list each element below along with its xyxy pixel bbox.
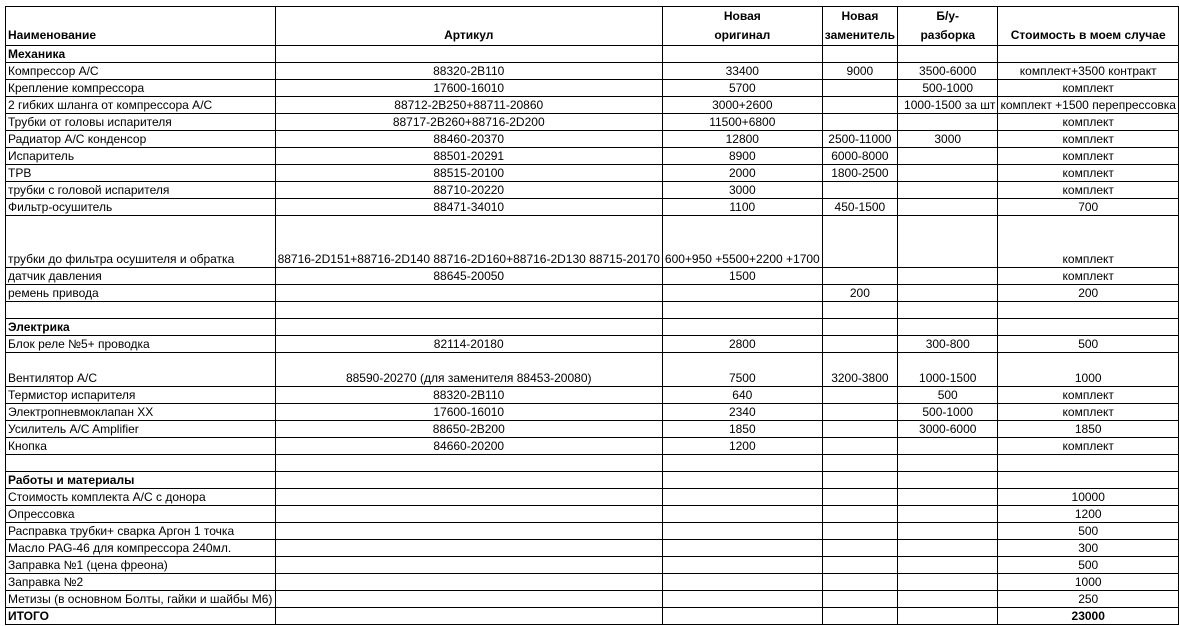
- cell-cost[interactable]: 1000: [998, 574, 1179, 591]
- table-row: [6, 404, 1179, 421]
- cell-article[interactable]: 88471-34010: [275, 199, 662, 216]
- cell-new-original[interactable]: [662, 46, 822, 63]
- cell-used[interactable]: [898, 472, 998, 489]
- header-new-replacement[interactable]: Новая заменитель: [822, 7, 897, 46]
- cell-new-original[interactable]: [662, 285, 822, 302]
- section-row: [6, 472, 1179, 489]
- spreadsheet: [5, 6, 1179, 625]
- cell-name[interactable]: Опрессовка: [6, 506, 276, 523]
- cell-new-original[interactable]: 7500: [662, 353, 822, 387]
- table-row: [6, 489, 1179, 506]
- cell-new-original[interactable]: 600+950 +5500+2200 +1700: [662, 216, 822, 268]
- cell-new-original[interactable]: 33400: [662, 63, 822, 80]
- cell-new-replacement[interactable]: [822, 489, 897, 506]
- cell-new-replacement[interactable]: [822, 97, 897, 114]
- cell-new-replacement[interactable]: 6000-8000: [822, 148, 897, 165]
- cell-cost[interactable]: 1850: [998, 421, 1179, 438]
- cell-article[interactable]: [275, 523, 662, 540]
- table-row: [6, 199, 1179, 216]
- cell-article[interactable]: [275, 455, 662, 472]
- cell-new-replacement[interactable]: [822, 80, 897, 97]
- cell-cost[interactable]: комплект: [998, 438, 1179, 455]
- cell-cost[interactable]: комплект: [998, 182, 1179, 199]
- cell-name[interactable]: Термистор испарителя: [6, 387, 276, 404]
- table-row: [6, 438, 1179, 455]
- cell-name[interactable]: ремень привода: [6, 285, 276, 302]
- cell-new-replacement[interactable]: 1800-2500: [822, 165, 897, 182]
- cell-article[interactable]: 17600-16010: [275, 404, 662, 421]
- table-row: [6, 506, 1179, 523]
- cell-new-replacement[interactable]: [822, 302, 897, 319]
- cell-used[interactable]: [898, 506, 998, 523]
- cell-new-replacement[interactable]: [822, 506, 897, 523]
- cell-article[interactable]: [275, 302, 662, 319]
- cell-name[interactable]: Работы и материалы: [6, 472, 276, 489]
- cell-used[interactable]: [898, 46, 998, 63]
- table-row: [6, 557, 1179, 574]
- cell-name[interactable]: ТРВ: [6, 165, 276, 182]
- cell-cost[interactable]: [998, 319, 1179, 336]
- cell-new-original[interactable]: 1500: [662, 268, 822, 285]
- cell-new-original[interactable]: 12800: [662, 131, 822, 148]
- cell-cost[interactable]: комплект: [998, 404, 1179, 421]
- cell-cost[interactable]: 500: [998, 557, 1179, 574]
- cell-cost[interactable]: комплект: [998, 80, 1179, 97]
- cell-new-original[interactable]: [662, 574, 822, 591]
- cell-used[interactable]: [898, 114, 998, 131]
- cell-new-original[interactable]: 2340: [662, 404, 822, 421]
- cell-new-replacement[interactable]: [822, 319, 897, 336]
- cell-cost[interactable]: комплект: [998, 131, 1179, 148]
- cell-article[interactable]: [275, 285, 662, 302]
- cell-cost[interactable]: 1200: [998, 506, 1179, 523]
- total-row: [6, 608, 1179, 625]
- cell-used[interactable]: 500-1000: [898, 404, 998, 421]
- cell-used[interactable]: [898, 455, 998, 472]
- cell-new-original[interactable]: 1200: [662, 438, 822, 455]
- cell-article[interactable]: 88710-20220: [275, 182, 662, 199]
- header-name[interactable]: Наименование: [6, 7, 276, 46]
- table-row: [6, 574, 1179, 591]
- cell-article[interactable]: 88650-2B200: [275, 421, 662, 438]
- table-row: [6, 80, 1179, 97]
- cell-article[interactable]: [275, 506, 662, 523]
- cell-cost[interactable]: 300: [998, 540, 1179, 557]
- cell-name[interactable]: Испаритель: [6, 148, 276, 165]
- cell-name[interactable]: Радиатор A/C конденсор: [6, 131, 276, 148]
- cell-cost[interactable]: комплект +1500 перепрессовка: [998, 97, 1179, 114]
- table-row: [6, 268, 1179, 285]
- cell-cost[interactable]: [998, 302, 1179, 319]
- cell-new-replacement[interactable]: 2500-11000: [822, 131, 897, 148]
- cell-name[interactable]: Заправка №2: [6, 574, 276, 591]
- cell-name[interactable]: Усилитель A/C Amplifier: [6, 421, 276, 438]
- cell-used[interactable]: 3000-6000: [898, 421, 998, 438]
- cell-used[interactable]: [898, 489, 998, 506]
- table-row: [6, 114, 1179, 131]
- cell-new-replacement[interactable]: [822, 216, 897, 268]
- header-cost[interactable]: Стоимость в моем случае: [998, 7, 1179, 46]
- cell-new-replacement[interactable]: [822, 608, 897, 625]
- section-row: [6, 319, 1179, 336]
- cell-article[interactable]: [275, 591, 662, 608]
- cell-article[interactable]: 88320-2B110: [275, 63, 662, 80]
- table-row: [6, 97, 1179, 114]
- cell-article[interactable]: [275, 472, 662, 489]
- cell-name[interactable]: трубки с головой испарителя: [6, 182, 276, 199]
- cell-used[interactable]: 500: [898, 387, 998, 404]
- cell-new-original[interactable]: 11500+6800: [662, 114, 822, 131]
- cell-article[interactable]: [275, 557, 662, 574]
- cell-name[interactable]: [6, 302, 276, 319]
- cell-used[interactable]: [898, 199, 998, 216]
- cell-used[interactable]: 1000-1500 за шт: [898, 97, 998, 114]
- cell-used[interactable]: [898, 285, 998, 302]
- cell-used[interactable]: [898, 165, 998, 182]
- cell-used[interactable]: [898, 523, 998, 540]
- section-row: [6, 46, 1179, 63]
- cell-new-original[interactable]: [662, 540, 822, 557]
- cell-name[interactable]: Вентилятор A/C: [6, 353, 276, 387]
- cell-used[interactable]: 3000: [898, 131, 998, 148]
- cell-new-original[interactable]: 2800: [662, 336, 822, 353]
- cell-cost[interactable]: [998, 472, 1179, 489]
- cell-article[interactable]: [275, 319, 662, 336]
- cell-cost[interactable]: 10000: [998, 489, 1179, 506]
- header-new-original[interactable]: Новая оригинал: [662, 7, 822, 46]
- cell-used[interactable]: [898, 540, 998, 557]
- cell-cost[interactable]: комплект: [998, 216, 1179, 268]
- cell-name[interactable]: Электрика: [6, 319, 276, 336]
- cell-article[interactable]: [275, 608, 662, 625]
- cell-name[interactable]: Крепление компрессора: [6, 80, 276, 97]
- cell-article[interactable]: 88515-20100: [275, 165, 662, 182]
- cell-used[interactable]: 300-800: [898, 336, 998, 353]
- cell-used[interactable]: [898, 319, 998, 336]
- cell-used[interactable]: [898, 574, 998, 591]
- table-row: [6, 148, 1179, 165]
- cell-cost[interactable]: 23000: [998, 608, 1179, 625]
- cell-name[interactable]: 2 гибких шланга от компрессора A/C: [6, 97, 276, 114]
- cell-name[interactable]: Заправка №1 (цена фреона): [6, 557, 276, 574]
- cell-article[interactable]: 82114-20180: [275, 336, 662, 353]
- cell-used[interactable]: [898, 302, 998, 319]
- cell-new-replacement[interactable]: [822, 46, 897, 63]
- cell-new-replacement[interactable]: 200: [822, 285, 897, 302]
- cell-new-replacement[interactable]: [822, 557, 897, 574]
- cell-cost[interactable]: 1000: [998, 353, 1179, 387]
- cell-article[interactable]: [275, 489, 662, 506]
- cell-cost[interactable]: комплект: [998, 165, 1179, 182]
- cell-new-replacement[interactable]: 450-1500: [822, 199, 897, 216]
- cell-used[interactable]: [898, 268, 998, 285]
- cell-used[interactable]: 500-1000: [898, 80, 998, 97]
- table-row: [6, 131, 1179, 148]
- cell-article[interactable]: 88590-20270 (для заменителя 88453-20080): [275, 353, 662, 387]
- cell-article[interactable]: [275, 574, 662, 591]
- cell-new-replacement[interactable]: 3200-3800: [822, 353, 897, 387]
- cell-new-original[interactable]: [662, 557, 822, 574]
- cell-name[interactable]: трубки до фильтра осушителя и обратка: [6, 216, 276, 268]
- cell-cost[interactable]: 500: [998, 336, 1179, 353]
- blank-row: [6, 455, 1179, 472]
- table-row: [6, 182, 1179, 199]
- cell-new-replacement[interactable]: [822, 591, 897, 608]
- cell-new-original[interactable]: 5700: [662, 80, 822, 97]
- cell-article[interactable]: 88645-20050: [275, 268, 662, 285]
- cell-name[interactable]: [6, 455, 276, 472]
- cell-new-original[interactable]: 3000: [662, 182, 822, 199]
- table-row: [6, 63, 1179, 80]
- cell-name[interactable]: Электропневмоклапан XX: [6, 404, 276, 421]
- cell-article[interactable]: 88717-2B260+88716-2D200: [275, 114, 662, 131]
- cell-new-replacement[interactable]: [822, 523, 897, 540]
- cell-name[interactable]: Блок реле №5+ проводка: [6, 336, 276, 353]
- cell-cost[interactable]: 200: [998, 285, 1179, 302]
- cell-cost[interactable]: комплект+3500 контракт: [998, 63, 1179, 80]
- cell-new-original[interactable]: 1850: [662, 421, 822, 438]
- cell-name[interactable]: Фильтр-осушитель: [6, 199, 276, 216]
- cell-name[interactable]: Расправка трубки+ сварка Аргон 1 точка: [6, 523, 276, 540]
- cell-new-original[interactable]: [662, 591, 822, 608]
- cell-name[interactable]: Компрессор A/C: [6, 63, 276, 80]
- cell-new-replacement[interactable]: [822, 540, 897, 557]
- cell-name[interactable]: датчик давления: [6, 268, 276, 285]
- cell-article[interactable]: 88716-2D151+88716-2D140 88716-2D160+88716-2D130 88715-20170: [275, 216, 662, 268]
- cell-name[interactable]: Трубки от головы испарителя: [6, 114, 276, 131]
- table-row: [6, 421, 1179, 438]
- cell-article[interactable]: 88501-20291: [275, 148, 662, 165]
- cell-new-original[interactable]: [662, 455, 822, 472]
- cell-used[interactable]: [898, 148, 998, 165]
- cell-article[interactable]: [275, 46, 662, 63]
- table-row: [6, 540, 1179, 557]
- table-row: [6, 285, 1179, 302]
- cell-new-original[interactable]: [662, 472, 822, 489]
- cell-article[interactable]: 88320-2B110: [275, 387, 662, 404]
- cell-new-original[interactable]: 2000: [662, 165, 822, 182]
- cell-used[interactable]: [898, 557, 998, 574]
- cell-article[interactable]: 17600-16010: [275, 80, 662, 97]
- cell-article[interactable]: 88712-2B250+88711-20860: [275, 97, 662, 114]
- cell-name[interactable]: Стоимость комплекта A/C с донора: [6, 489, 276, 506]
- cell-new-original[interactable]: 3000+2600: [662, 97, 822, 114]
- table-row: [6, 387, 1179, 404]
- cell-cost[interactable]: [998, 46, 1179, 63]
- table-row: [6, 336, 1179, 353]
- cell-name[interactable]: ИТОГО: [6, 608, 276, 625]
- cell-cost[interactable]: комплект: [998, 268, 1179, 285]
- header-article[interactable]: Артикул: [275, 7, 662, 46]
- header-used[interactable]: Б/у- разборка: [898, 7, 998, 46]
- cell-new-original[interactable]: [662, 319, 822, 336]
- cell-used[interactable]: [898, 591, 998, 608]
- cell-cost[interactable]: 250: [998, 591, 1179, 608]
- header-row: [6, 7, 1179, 46]
- table-row: [6, 523, 1179, 540]
- table-row: [6, 216, 1179, 268]
- cell-new-original[interactable]: [662, 506, 822, 523]
- cell-new-replacement[interactable]: [822, 438, 897, 455]
- cell-new-original[interactable]: 640: [662, 387, 822, 404]
- cell-new-replacement[interactable]: [822, 336, 897, 353]
- cell-used[interactable]: [898, 216, 998, 268]
- cell-cost[interactable]: комплект: [998, 387, 1179, 404]
- cell-cost[interactable]: [998, 455, 1179, 472]
- cell-new-original[interactable]: 1100: [662, 199, 822, 216]
- cell-article[interactable]: [275, 540, 662, 557]
- cell-new-original[interactable]: 8900: [662, 148, 822, 165]
- cell-new-replacement[interactable]: 9000: [822, 63, 897, 80]
- cell-cost[interactable]: 500: [998, 523, 1179, 540]
- cell-new-replacement[interactable]: [822, 387, 897, 404]
- cell-used[interactable]: [898, 182, 998, 199]
- table-row: [6, 353, 1179, 387]
- cell-used[interactable]: 3500-6000: [898, 63, 998, 80]
- cell-new-replacement[interactable]: [822, 182, 897, 199]
- cell-new-original[interactable]: [662, 523, 822, 540]
- cell-new-replacement[interactable]: [822, 574, 897, 591]
- cell-name[interactable]: Масло PAG-46 для компрессора 240мл.: [6, 540, 276, 557]
- table-row: [6, 165, 1179, 182]
- cell-new-original[interactable]: [662, 608, 822, 625]
- cell-new-replacement[interactable]: [822, 472, 897, 489]
- cell-article[interactable]: 88460-20370: [275, 131, 662, 148]
- cell-used[interactable]: 1000-1500: [898, 353, 998, 387]
- cell-new-replacement[interactable]: [822, 114, 897, 131]
- blank-row: [6, 302, 1179, 319]
- cell-name[interactable]: Кнопка: [6, 438, 276, 455]
- parts-cost-table: [5, 6, 1179, 625]
- cell-new-original[interactable]: [662, 302, 822, 319]
- cell-name[interactable]: Метизы (в основном Болты, гайки и шайбы М6): [6, 591, 276, 608]
- cell-used[interactable]: [898, 608, 998, 625]
- cell-name[interactable]: Механика: [6, 46, 276, 63]
- cell-used[interactable]: [898, 438, 998, 455]
- cell-cost[interactable]: комплект: [998, 114, 1179, 131]
- cell-cost[interactable]: 700: [998, 199, 1179, 216]
- cell-new-replacement[interactable]: [822, 404, 897, 421]
- cell-new-original[interactable]: [662, 489, 822, 506]
- cell-cost[interactable]: комплект: [998, 148, 1179, 165]
- cell-new-replacement[interactable]: [822, 421, 897, 438]
- cell-new-replacement[interactable]: [822, 455, 897, 472]
- cell-article[interactable]: 84660-20200: [275, 438, 662, 455]
- table-row: [6, 591, 1179, 608]
- cell-new-replacement[interactable]: [822, 268, 897, 285]
